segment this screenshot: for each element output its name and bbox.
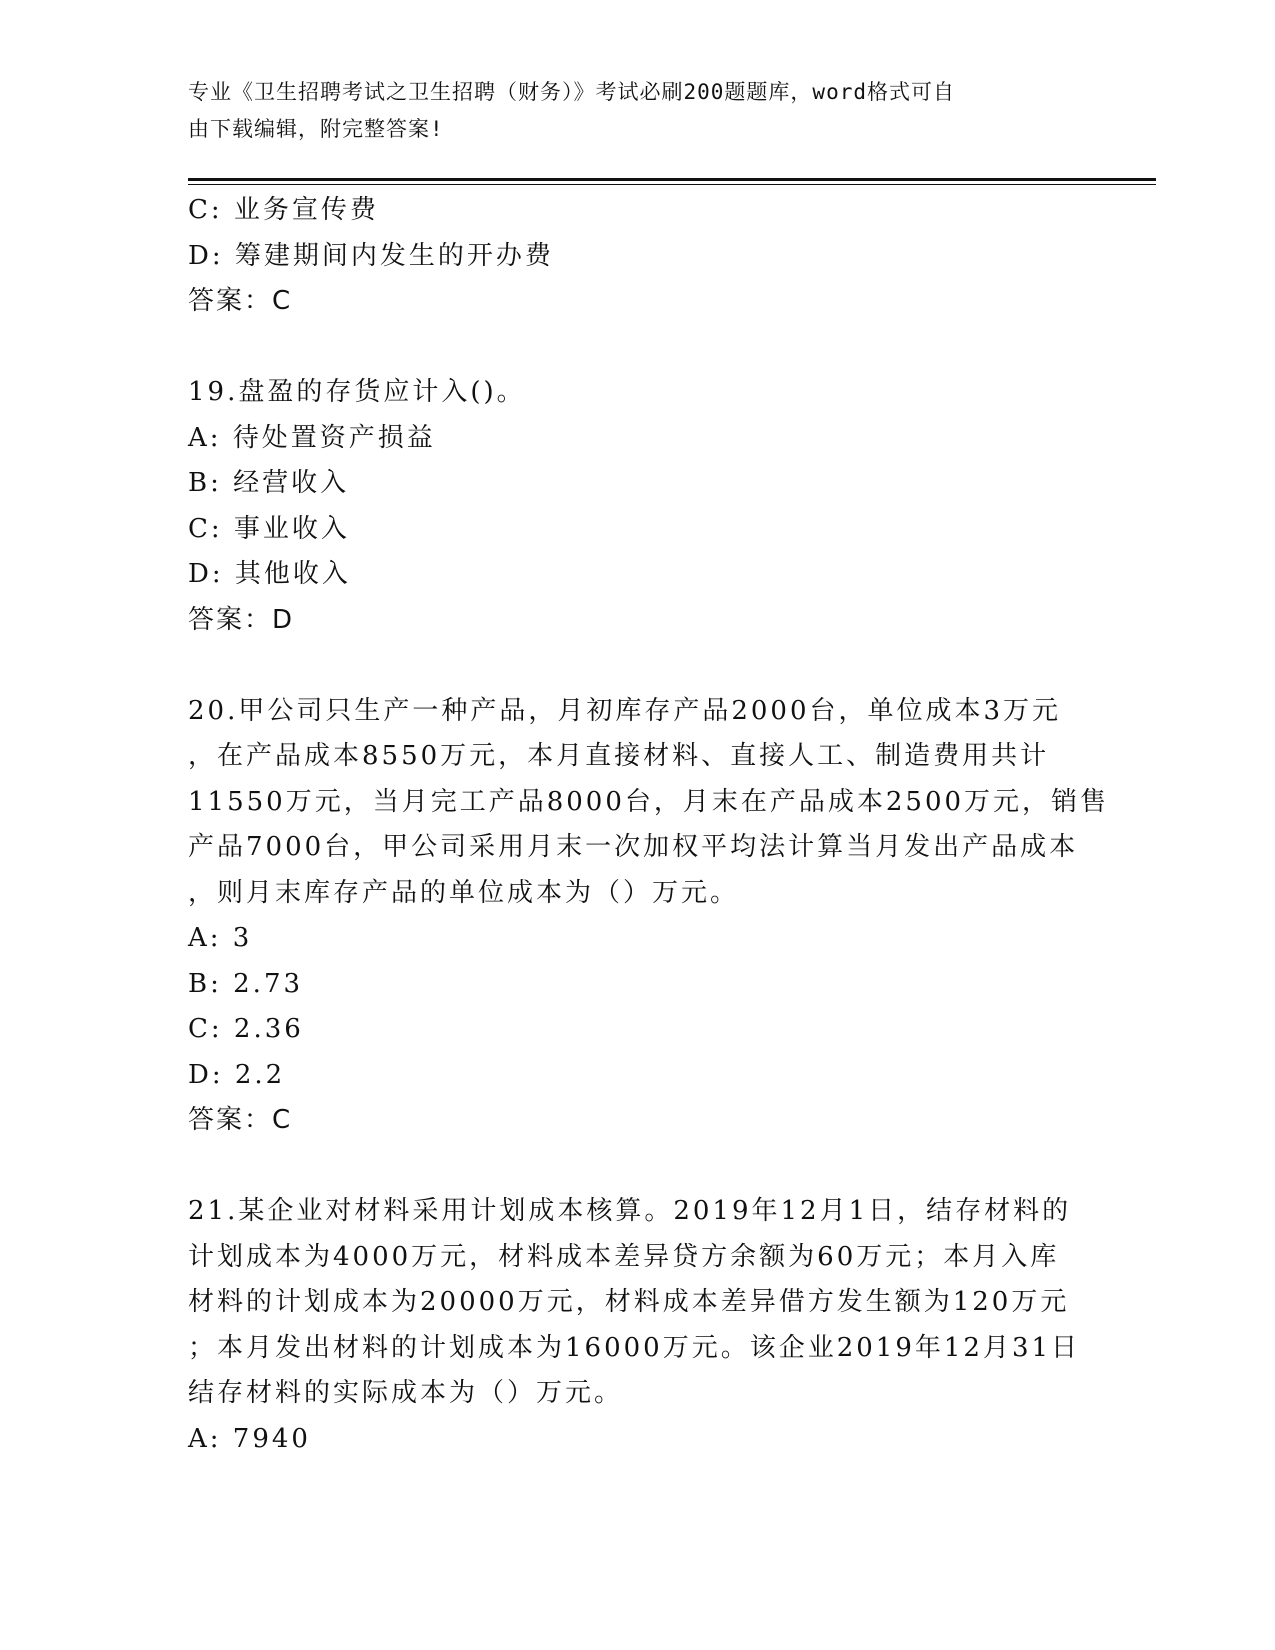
header-title-line-2: 由下载编辑，附完整答案!: [188, 117, 444, 141]
question-text: ；本月发出材料的计划成本为16000万元。该企业2019年12月31日: [188, 1332, 1081, 1363]
question-text: 计划成本为4000万元，材料成本差异贷方余额为60万元；本月入库: [188, 1241, 1060, 1272]
question-text: 结存材料的实际成本为（）万元。: [188, 1378, 624, 1408]
header-divider-thin: [188, 184, 1156, 185]
question-text: 21.某企业对材料采用计划成本核算。2019年12月1日，结存材料的: [188, 1196, 1072, 1226]
answer-line: 答案：C: [188, 286, 293, 316]
question-text: 20.甲公司只生产一种产品，月初库存产品2000台，单位成本3万元: [188, 695, 1062, 726]
option-d: D: 筹建期间内发生的开办费: [188, 240, 554, 271]
option-c: C: 业务宣传费: [188, 195, 379, 225]
question-text: ，在产品成本8550万元，本月直接材料、直接人工、制造费用共计: [188, 741, 1050, 771]
question-18-continuation: [188, 188, 1088, 325]
question-19: [188, 370, 1088, 643]
question-content: [188, 188, 1110, 1462]
spacer: [188, 1144, 1088, 1190]
question-text: 产品7000台，甲公司采用月末一次加权平均法计算当月发出产品成本: [188, 832, 1079, 862]
option-d: D: 2.2: [188, 1059, 286, 1090]
question-text: 19.盘盈的存货应计入()。: [188, 377, 526, 407]
option-a: A: 3: [188, 923, 253, 953]
answer-line: 答案：C: [188, 1105, 293, 1135]
header-divider-thick: [188, 178, 1156, 181]
header-title-line-1: 专业《卫生招聘考试之卫生招聘（财务）》考试必刷200题题库，word格式可自: [188, 80, 955, 104]
question-20: [188, 689, 1110, 1144]
option-d: D: 其他收入: [188, 559, 351, 589]
question-21: [188, 1189, 1088, 1462]
option-b: B: 经营收入: [188, 468, 350, 498]
question-text: ，则月末库存产品的单位成本为（）万元。: [188, 877, 740, 908]
option-c: C: 2.36: [188, 1014, 304, 1044]
spacer: [188, 325, 1088, 371]
question-text: 材料的计划成本为20000万元，材料成本差异借方发生额为120万元: [188, 1287, 1070, 1317]
option-a: A: 7940: [188, 1423, 311, 1454]
document-header: [188, 74, 1088, 148]
option-a: A: 待处置资产损益: [188, 422, 436, 453]
question-text: 11550万元，当月完工产品8000台，月末在产品成本2500万元，销售: [188, 786, 1110, 817]
spacer: [188, 643, 1088, 689]
option-c: C: 事业收入: [188, 513, 350, 544]
option-b: B: 2.73: [188, 968, 304, 999]
answer-line: 答案：D: [188, 604, 295, 635]
